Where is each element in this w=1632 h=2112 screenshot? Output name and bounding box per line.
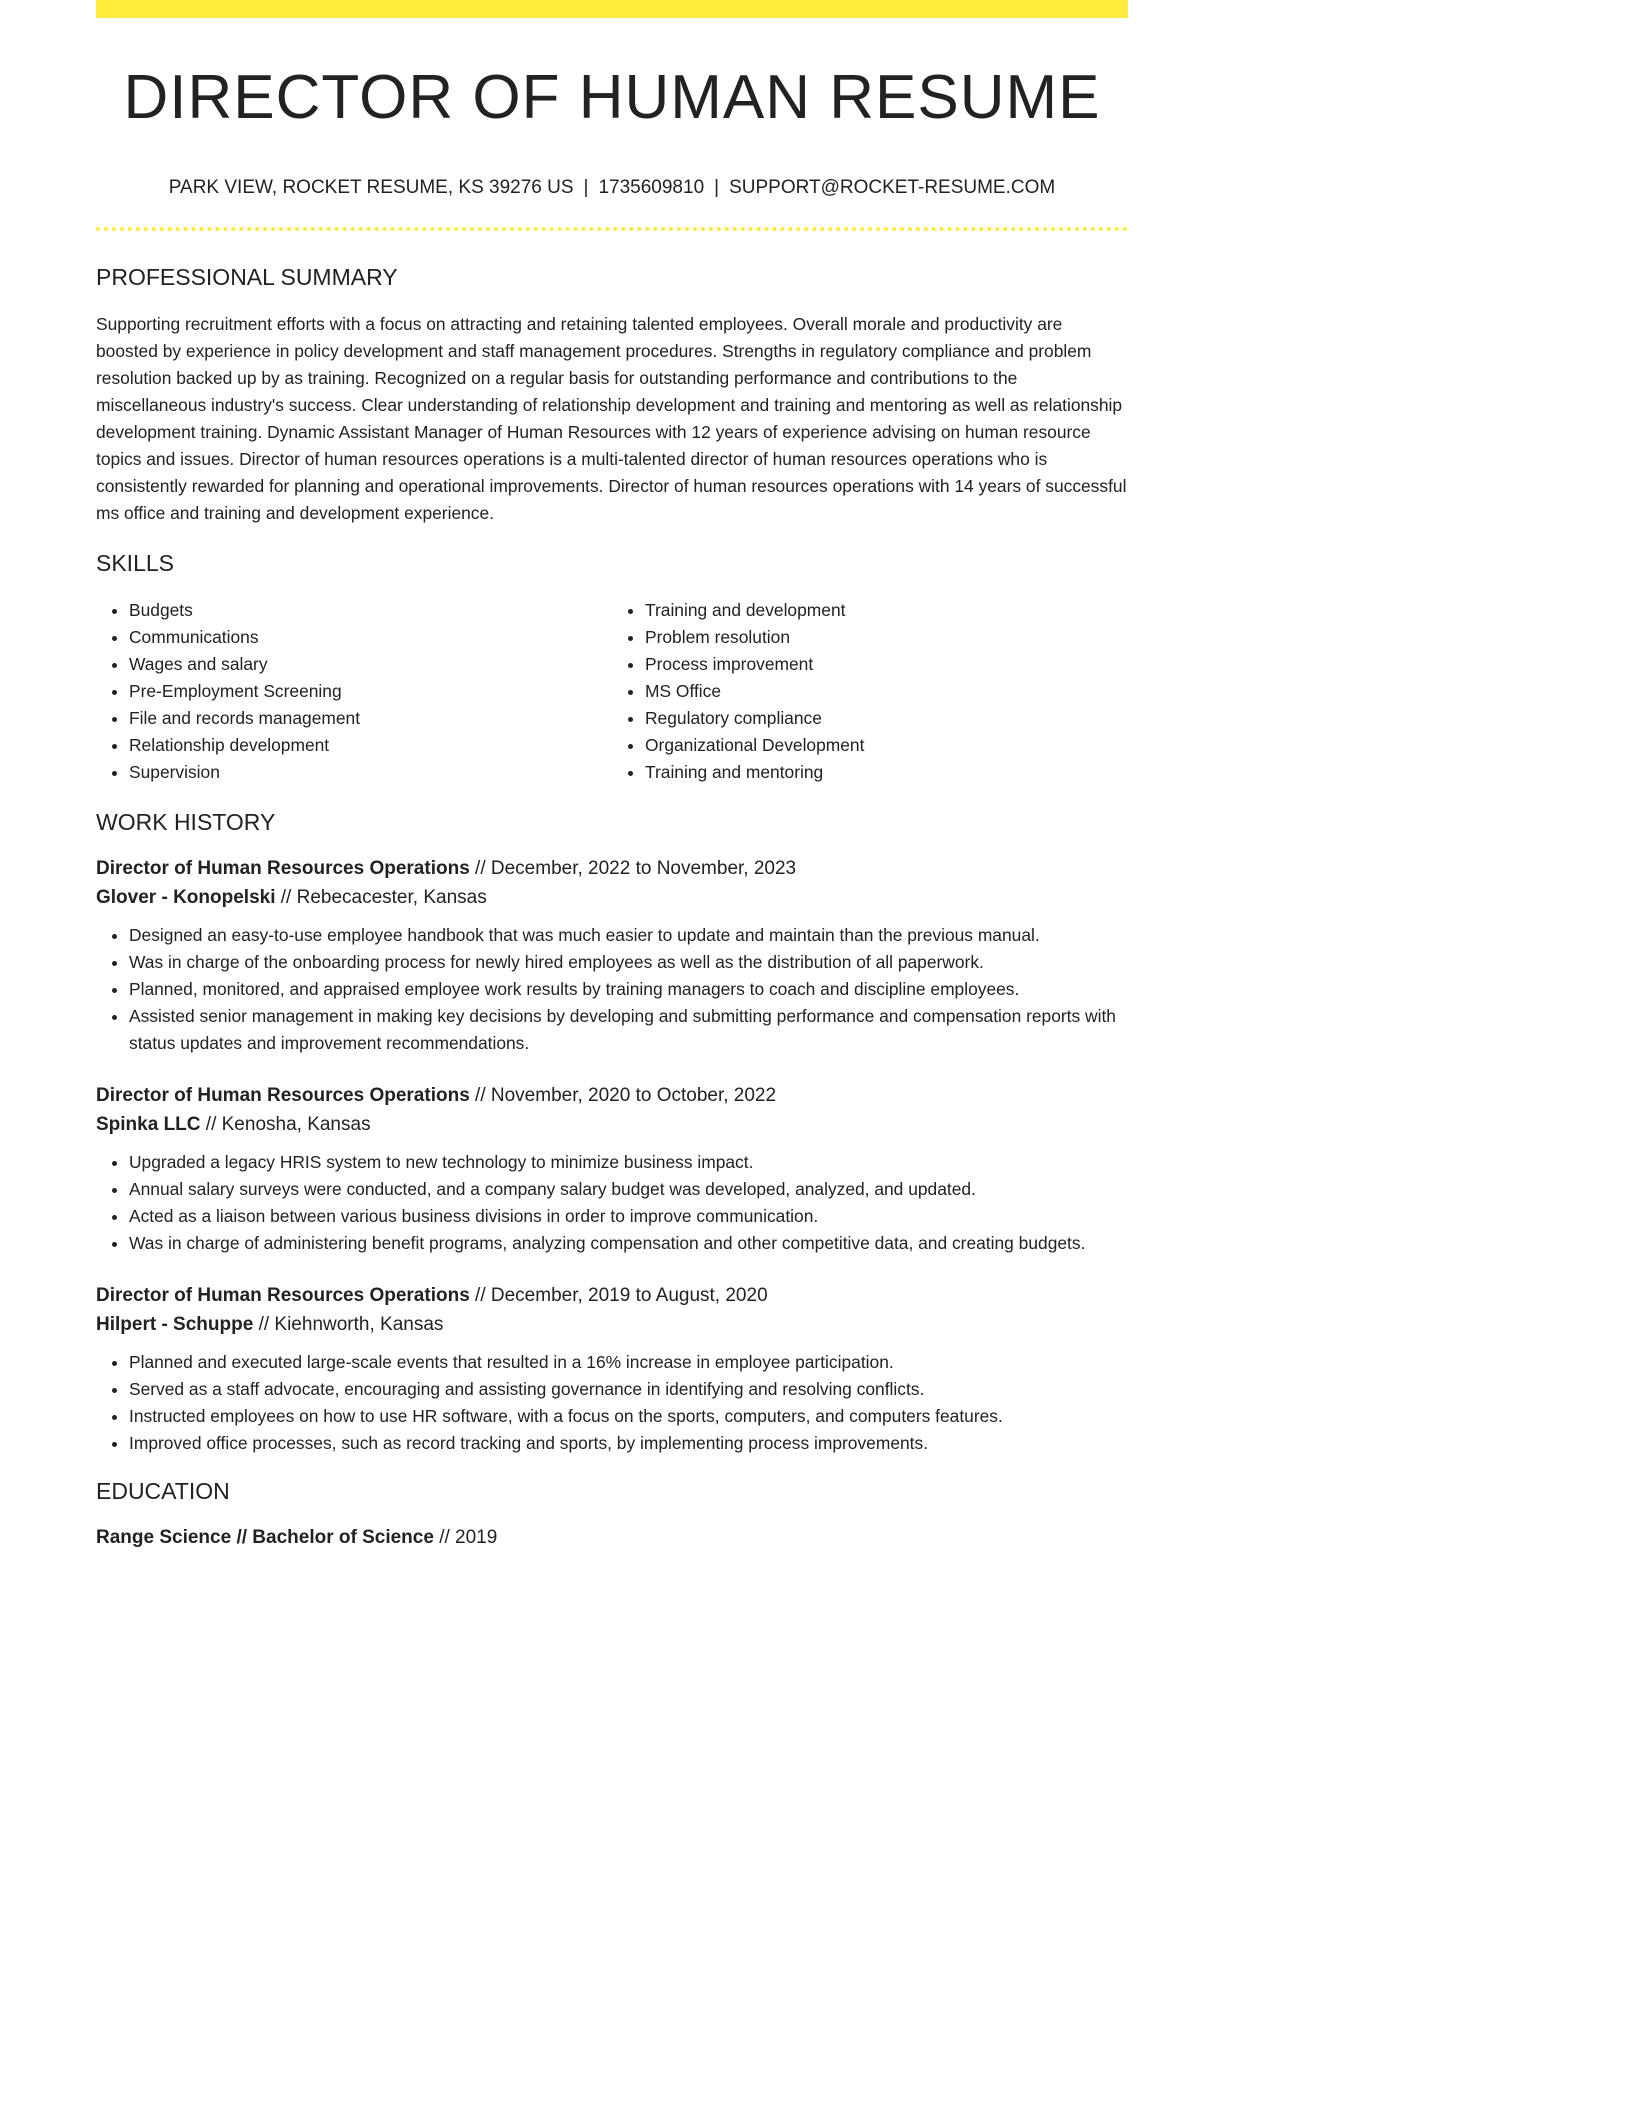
- job-title-line: [96, 1081, 1128, 1110]
- skills-column-left: [96, 597, 612, 786]
- job-title-line: [96, 1281, 1128, 1310]
- work-history-heading: WORK HISTORY: [96, 809, 276, 835]
- job-company-line: [96, 883, 1128, 912]
- contact-separator: |: [714, 177, 720, 198]
- job-bullet: • Was in charge of the onboarding process for newly hired employees as well as the distribution of all paperwork.: [129, 949, 1128, 976]
- job-bullet: • Upgraded a legacy HRIS system to new technology to minimize business impact.: [129, 1149, 1128, 1176]
- education-heading: EDUCATION: [96, 1478, 230, 1504]
- skill-item: • Process improvement: [645, 651, 1128, 678]
- job-entry: [96, 1281, 1128, 1457]
- resume-title: DIRECTOR OF HUMAN RESUME: [123, 63, 1101, 132]
- job-dates: // November, 2020 to October, 2022: [469, 1085, 777, 1106]
- accent-top-bar: [96, 0, 1128, 18]
- job-bullet: • Was in charge of administering benefit programs, analyzing compensation and other competitive data, and creating budgets.: [129, 1230, 1128, 1257]
- skill-item: • Pre-Employment Screening: [129, 678, 612, 705]
- skill-item: • Organizational Development: [645, 732, 1128, 759]
- skill-item: • Training and development: [645, 597, 1128, 624]
- skills-column-right: [612, 597, 1128, 786]
- job-bullets: [96, 1149, 1128, 1257]
- skill-item: • Relationship development: [129, 732, 612, 759]
- job-company-line: [96, 1310, 1128, 1339]
- skill-item: • Communications: [129, 624, 612, 651]
- skill-item: • MS Office: [645, 678, 1128, 705]
- job-location: // Rebecacester, Kansas: [275, 887, 487, 908]
- job-company: Spinka LLC: [96, 1114, 201, 1135]
- contact-separator: |: [583, 177, 589, 198]
- job-bullet: • Annual salary surveys were conducted, and a company salary budget was developed, analyzed, and updated.: [129, 1176, 1128, 1203]
- summary-text: Supporting recruitment efforts with a focus on attracting and retaining talented employees. Overall morale and productivity are boosted by experience in policy development and staff management procedures. Strengths in regulatory compliance and problem resolution backed up by as training. Recognized on a regular basis for outstanding performance and contributions to the miscellaneous industry's success. Clear understanding of relationship development and training and mentoring as well as relationship development training. Dynamic Assistant Manager of Human Resources with 12 years of experience advising on human resource topics and issues. Director of human resources operations is a multi-talented director of human resources operations who is consistently rewarded for planning and operational improvements. Director of human resources operations with 14 years of successful ms office and training and development experience.: [96, 314, 1127, 523]
- job-title-line: [96, 854, 1128, 883]
- job-company: Hilpert - Schuppe: [96, 1314, 254, 1335]
- contact-address: PARK VIEW, ROCKET RESUME, KS 39276 US: [168, 177, 574, 198]
- job-bullet: • Planned, monitored, and appraised employee work results by training managers to coach and discipline employees.: [129, 976, 1128, 1003]
- summary-heading: PROFESSIONAL SUMMARY: [96, 264, 398, 290]
- education-school: Range Science // Bachelor of Science: [96, 1527, 434, 1548]
- education-entry: [96, 1523, 1128, 1552]
- skill-item: • Supervision: [129, 759, 612, 786]
- job-bullet: • Improved office processes, such as record tracking and sports, by implementing process improvements.: [129, 1430, 1128, 1457]
- job-position: Director of Human Resources Operations: [96, 1085, 470, 1106]
- job-bullet: • Assisted senior management in making key decisions by developing and submitting performance and compensation reports with status updates and improvement recommendations.: [129, 1003, 1128, 1057]
- resume-page: [96, 0, 1128, 1584]
- job-bullet: • Acted as a liaison between various business divisions in order to improve communication.: [129, 1203, 1128, 1230]
- job-position: Director of Human Resources Operations: [96, 858, 470, 879]
- dotted-divider: [96, 227, 1128, 231]
- job-bullet: • Planned and executed large-scale events that resulted in a 16% increase in employee participation.: [129, 1349, 1128, 1376]
- skill-item: • Regulatory compliance: [645, 705, 1128, 732]
- contact-email: SUPPORT@ROCKET-RESUME.COM: [729, 177, 1056, 198]
- education-year: // 2019: [433, 1527, 498, 1548]
- job-entry: [96, 854, 1128, 1057]
- job-location: // Kenosha, Kansas: [200, 1114, 371, 1135]
- skill-item: • Budgets: [129, 597, 612, 624]
- job-bullet: • Served as a staff advocate, encouraging and assisting governance in identifying and resolving conflicts.: [129, 1376, 1128, 1403]
- skill-item: • File and records management: [129, 705, 612, 732]
- job-bullet: • Designed an easy-to-use employee handbook that was much easier to update and maintain than the previous manual.: [129, 922, 1128, 949]
- skill-item: • Training and mentoring: [645, 759, 1128, 786]
- job-location: // Kiehnworth, Kansas: [253, 1314, 444, 1335]
- job-bullets: [96, 1349, 1128, 1457]
- contact-line: [96, 176, 1128, 200]
- job-company: Glover - Konopelski: [96, 887, 276, 908]
- skills-list: [96, 597, 1128, 786]
- skill-item: • Wages and salary: [129, 651, 612, 678]
- job-bullet: • Instructed employees on how to use HR software, with a focus on the sports, computers, and computers features.: [129, 1403, 1128, 1430]
- contact-phone: 1735609810: [598, 177, 705, 198]
- job-dates: // December, 2019 to August, 2020: [469, 1285, 768, 1306]
- job-company-line: [96, 1110, 1128, 1139]
- job-entry: [96, 1081, 1128, 1257]
- job-bullets: [96, 922, 1128, 1057]
- job-position: Director of Human Resources Operations: [96, 1285, 470, 1306]
- skills-heading: SKILLS: [96, 550, 174, 576]
- job-dates: // December, 2022 to November, 2023: [469, 858, 797, 879]
- skill-item: • Problem resolution: [645, 624, 1128, 651]
